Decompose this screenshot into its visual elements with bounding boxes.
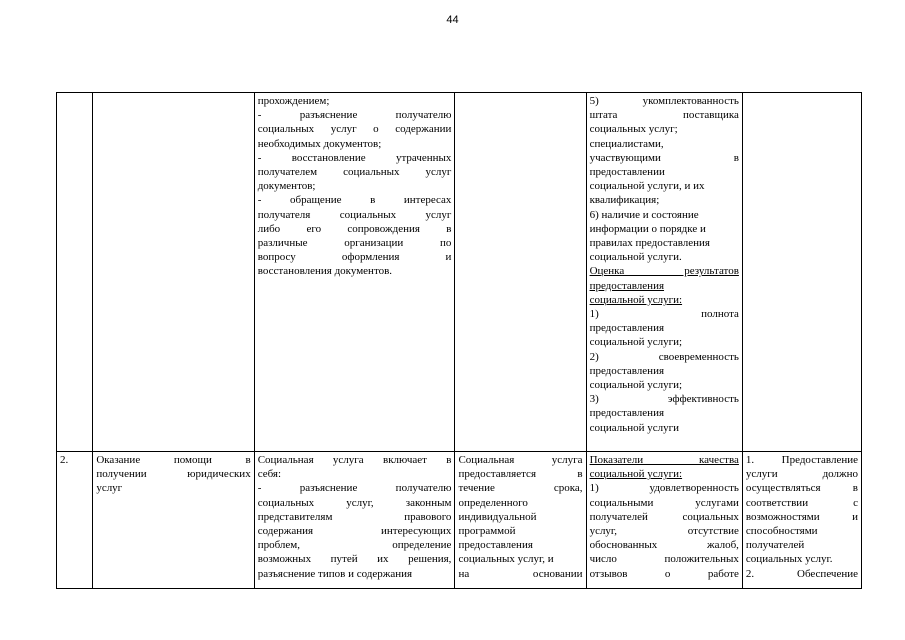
text-line: содержания интересующих: [257, 525, 452, 538]
row2-number-cell: 2.: [57, 452, 93, 589]
text-line: социальной услуги.: [589, 251, 682, 264]
text-line: социальных услуг;: [589, 123, 678, 136]
text-line: социальных услуг, и: [458, 553, 554, 566]
text-line: Социальная услуга включает в: [257, 454, 452, 466]
text-line: соответствии с: [745, 496, 858, 509]
text-line: 2. Обеспечение: [745, 567, 858, 580]
page-number: 44: [446, 14, 459, 26]
text-line: предоставлении: [589, 166, 665, 179]
text-line: - обращение в интересах: [257, 194, 452, 207]
text-line: специалистами,: [589, 137, 664, 150]
text-line: 1) удовлетворенность: [589, 482, 739, 495]
text-line: вопросу оформления и: [257, 251, 452, 264]
text-line: 6) наличие и состояние: [589, 208, 699, 221]
text-line: обоснованных жалоб,: [589, 539, 739, 552]
table-row: [57, 93, 862, 452]
text-line: Оказание помощи в: [96, 454, 251, 466]
text-line: Показатели качества: [589, 454, 739, 466]
text-line: 1) полнота: [589, 308, 739, 321]
text-line: предоставления: [589, 322, 665, 335]
text-line: разъяснение типов и содержания: [257, 567, 413, 580]
text-line: 1. Предоставление: [745, 454, 858, 466]
text-line: предоставления: [589, 407, 665, 420]
text-line: услуги должно: [745, 468, 858, 481]
text-line: услуг, отсутствие: [589, 525, 739, 538]
text-line: - разъяснение получателю: [257, 109, 452, 122]
text-line: предоставления: [458, 539, 533, 552]
row2-quality-indicators-cell: [586, 452, 742, 589]
text-line: документов;: [257, 180, 316, 193]
text-line: квалификация;: [589, 194, 660, 207]
text-line: получателей социальных: [589, 510, 739, 523]
text-line: предоставления: [589, 279, 665, 292]
row2-terms-cell: [455, 452, 586, 589]
text-line: социальными услугами: [589, 496, 739, 509]
text-line: осуществляться в: [745, 482, 858, 495]
text-line: определенного: [458, 496, 528, 509]
text-line: отзывов о работе: [589, 567, 739, 580]
text-line: способностями: [745, 525, 818, 538]
text-line: различные организации по: [257, 237, 452, 250]
text-line: 2) своевременность: [589, 350, 739, 363]
text-line: предоставляется в: [458, 468, 583, 481]
text-line: либо его сопровождения в: [257, 222, 452, 235]
text-line: социальной услуги: [589, 421, 679, 434]
row2-description-cell: [254, 452, 455, 589]
row1-terms-cell: [455, 93, 586, 452]
row1-number-cell: [57, 93, 93, 452]
text-line: Социальная услуга: [458, 454, 583, 466]
text-line: социальных услуг, законным: [257, 496, 452, 509]
text-line: индивидуальной: [458, 510, 537, 523]
row1-service-name-cell: [93, 93, 254, 452]
row2-service-name-cell: [93, 452, 254, 589]
text-line: себя:: [257, 468, 282, 481]
text-line: социальных услуг.: [745, 553, 833, 566]
text-line: услуг: [96, 482, 123, 495]
row1-conditions-cell: [742, 93, 861, 452]
text-line: программой: [458, 525, 516, 538]
text-line: восстановления документов.: [257, 265, 393, 278]
text-line: 5) укомплектованность: [589, 95, 739, 107]
text-line: получателя социальных услуг: [257, 208, 452, 221]
row1-description-cell: [254, 93, 455, 452]
text-line: получателей: [745, 539, 805, 552]
text-line: получении юридических: [96, 468, 251, 481]
row2-conditions-cell: [742, 452, 861, 589]
text-line: социальной услуги;: [589, 379, 683, 392]
text-line: 3) эффективность: [589, 393, 739, 406]
text-line: - восстановление утраченных: [257, 151, 452, 164]
text-line: - разъяснение получателю: [257, 482, 452, 495]
text-line: штата поставщика: [589, 109, 739, 122]
text-line: социальной услуги:: [589, 293, 683, 306]
text-line: число положительных: [589, 553, 739, 566]
text-line: представителям правового: [257, 510, 452, 523]
text-line: социальной услуги:: [589, 468, 683, 481]
text-line: необходимых документов;: [257, 137, 382, 150]
services-table: [56, 92, 862, 589]
text-line: возможных путей их решения,: [257, 553, 452, 566]
text-line: социальной услуги;: [589, 336, 683, 349]
table-row: [57, 452, 862, 589]
text-line: на основании: [458, 567, 583, 580]
text-line: предоставления: [589, 364, 665, 377]
text-line: Оценка результатов: [589, 265, 739, 278]
row1-quality-indicators-cell: [586, 93, 742, 452]
text-line: получателем социальных услуг: [257, 166, 452, 179]
text-line: социальных услуг о содержании: [257, 123, 452, 136]
text-line: проблем, определение: [257, 539, 452, 552]
text-line: течение срока,: [458, 482, 583, 495]
text-line: участвующими в: [589, 151, 739, 164]
text-line: возможностями и: [745, 510, 858, 523]
text-line: правилах предоставления: [589, 237, 710, 250]
text-line: информации о порядке и: [589, 222, 706, 235]
text-line: социальной услуги, и их: [589, 180, 705, 193]
text-line: прохождением;: [257, 95, 330, 107]
